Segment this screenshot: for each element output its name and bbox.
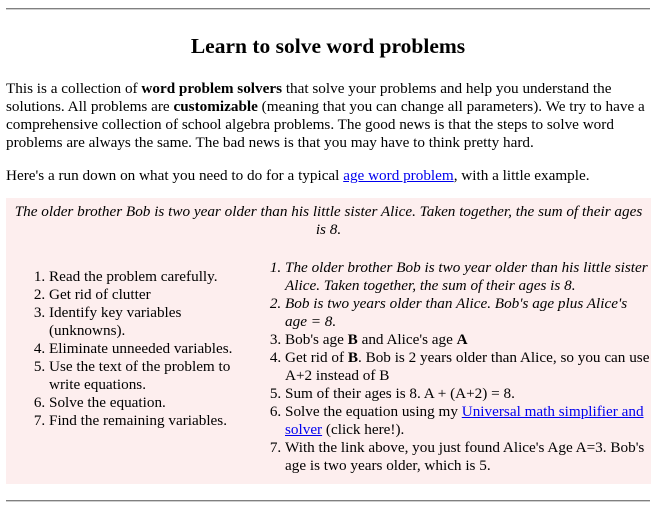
general-step: 3. Identify key variables (unknowns). (49, 304, 256, 340)
intro-paragraph (6, 80, 651, 152)
page-title: Learn to solve word problems (190, 34, 466, 58)
general-step: 7. Find the remaining variables. (49, 412, 256, 430)
rundown-text-after: , with a little example. (453, 167, 590, 184)
worked-step-7: 7. With the link above, you just found Alice's Age A=3. Bob's age is two years older, which is 5. (285, 439, 651, 475)
example-box (6, 198, 651, 484)
general-step: 5. Use the text of the problem to write equations. (49, 358, 256, 394)
general-steps-list (6, 268, 256, 430)
step6-text-a: Solve the equation using my (285, 403, 462, 420)
worked-step-4 (285, 349, 651, 385)
step3-bold-b: B (347, 331, 358, 348)
general-step: 4. Eliminate unneeded variables. (49, 340, 256, 358)
worked-step-2: 2. Bob is two years older than Alice. Bob's age plus Alice's age = 8. (285, 295, 651, 331)
step4-text-a: Get rid of (285, 349, 348, 366)
top-divider (6, 8, 650, 10)
rundown-paragraph (6, 167, 651, 185)
intro-text-3: (meaning that you can change all parameters). We try to have a comprehensive collection of school algebra problems. The good news is that the steps to solve word problems are always the same. The bad news is that you may have to think pretty hard. (6, 98, 645, 151)
worked-step-3 (285, 331, 651, 349)
bottom-divider (6, 500, 650, 502)
intro-bold-solvers: word problem solvers (141, 80, 283, 97)
universal-math-solver-link[interactable]: Universal math simplifier and solver (285, 403, 644, 438)
step4-text-c: . Bob is 2 years older than Alice, so you can use A+2 instead of B (285, 349, 650, 384)
worked-step-1: 1. The older brother Bob is two year older than his little sister Alice. Taken together, the sum of their ages is 8. (285, 259, 651, 295)
general-step: 1. Read the problem carefully. (49, 268, 256, 286)
step6-text-b: (click here!). (322, 421, 405, 438)
example-statement: The older brother Bob is two year older than his little sister Alice. Taken together, the sum of their ages is 8. (14, 203, 643, 238)
age-word-problem-link[interactable]: age word problem (343, 167, 454, 184)
rundown-text-before: Here's a run down on what you need to do for a typical (6, 167, 344, 184)
worked-step-5: 5. Sum of their ages is 8. A + (A+2) = 8. (285, 385, 651, 403)
general-step: 6. Solve the equation. (49, 394, 256, 412)
step3-bold-a: A (456, 331, 468, 348)
intro-bold-customizable: customizable (173, 98, 258, 115)
worked-steps-list (256, 259, 651, 475)
intro-text-2: that solve your problems and help you understand the solutions. All problems are (6, 80, 612, 115)
step3-text-a: Bob's age (285, 331, 348, 348)
intro-text-1: This is a collection of (6, 80, 142, 97)
step3-text-c: and Alice's age (357, 331, 457, 348)
general-step: 2. Get rid of clutter (49, 286, 256, 304)
step4-bold-b: B (347, 349, 358, 366)
worked-step-6 (285, 403, 651, 439)
